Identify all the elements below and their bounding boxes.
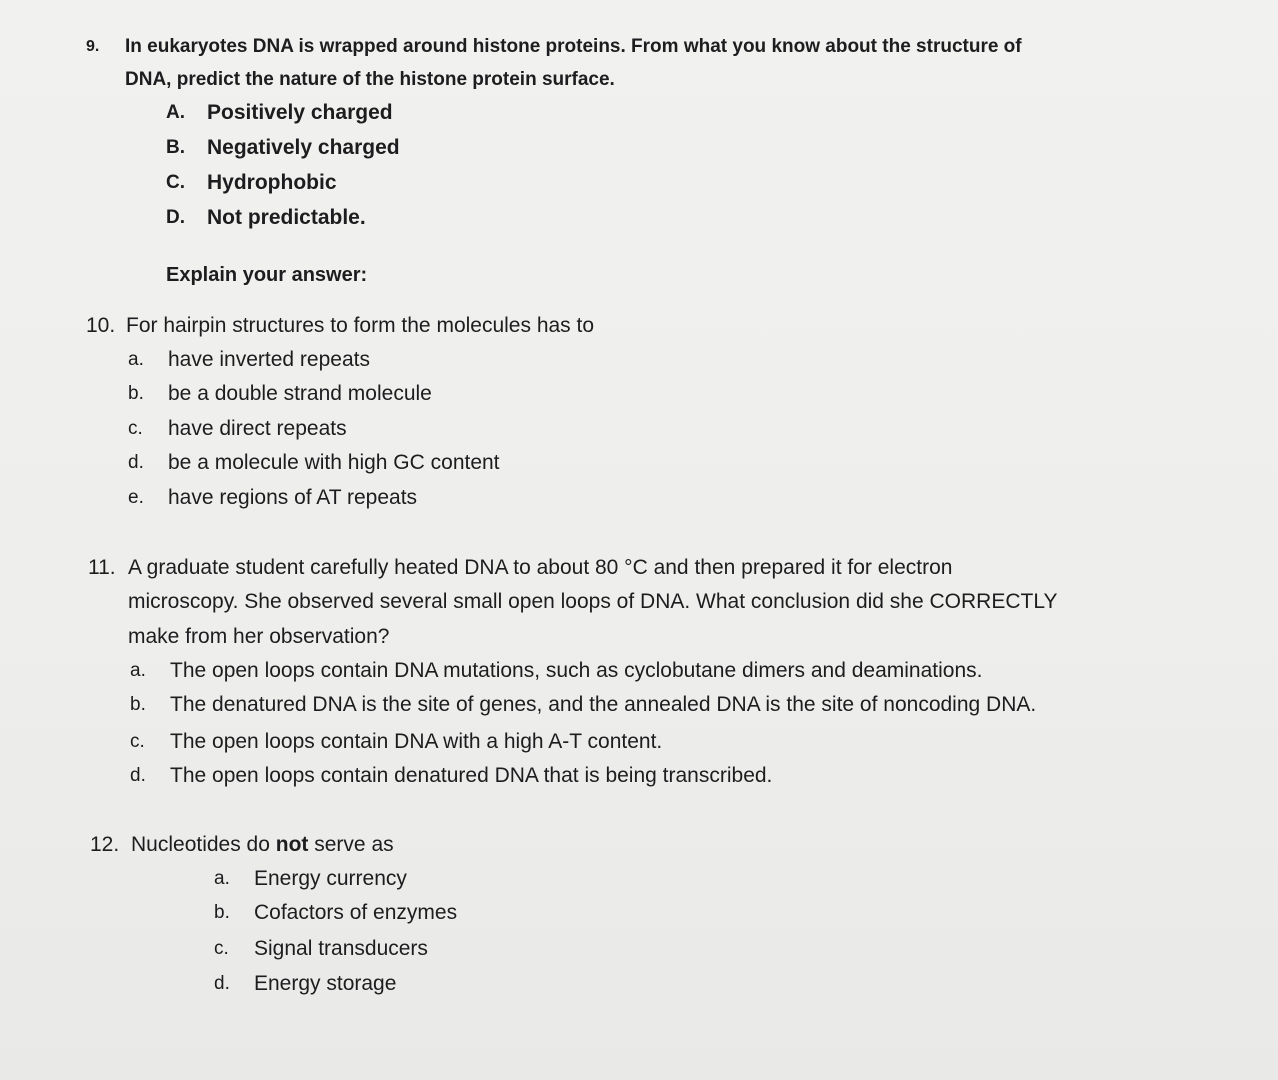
q10-option-a-letter: a. xyxy=(128,349,144,370)
q11-option-b-letter: b. xyxy=(130,694,146,715)
q11-option-a-letter: a. xyxy=(130,660,146,681)
q9-option-b-text: Negatively charged xyxy=(207,136,400,159)
q10-option-c-letter: c. xyxy=(128,418,143,439)
question-12-text-emphasis: not xyxy=(275,833,309,856)
q9-option-c-text: Hydrophobic xyxy=(207,171,337,194)
question-9-number: 9. xyxy=(86,38,100,55)
q10-option-d-text: be a molecule with high GC content xyxy=(168,451,500,474)
q12-option-a-letter: a. xyxy=(214,868,230,889)
q10-option-e-letter: e. xyxy=(128,487,144,508)
question-12-number: 12. xyxy=(90,833,120,856)
q9-option-a-text: Positively charged xyxy=(207,101,393,124)
q9-option-d-letter: D. xyxy=(166,207,185,228)
q11-option-d-text: The open loops contain denatured DNA that is being transcribed. xyxy=(170,764,773,787)
question-9-text-line-1: In eukaryotes DNA is wrapped around histone proteins. From what you know about the structure of xyxy=(125,36,1022,57)
q12-option-d-letter: d. xyxy=(214,973,230,994)
q12-option-b-text: Cofactors of enzymes xyxy=(254,901,458,924)
q9-option-d-text: Not predictable. xyxy=(207,206,366,229)
q10-option-c-text: have direct repeats xyxy=(168,417,347,440)
q12-option-b-letter: b. xyxy=(214,902,230,923)
q10-option-b-letter: b. xyxy=(128,383,144,404)
question-12-text xyxy=(131,831,394,859)
q12-option-c-letter: c. xyxy=(214,938,229,959)
question-10-number: 10. xyxy=(86,314,116,337)
question-10-text: For hairpin structures to form the molecules has to xyxy=(126,314,595,337)
q12-option-c-text: Signal transducers xyxy=(254,937,428,960)
q11-option-a-text: The open loops contain DNA mutations, such as cyclobutane dimers and deaminations. xyxy=(170,659,983,682)
question-9-text-line-2: DNA, predict the nature of the histone protein surface. xyxy=(125,69,615,90)
q10-option-e-text: have regions of AT repeats xyxy=(168,486,418,509)
q10-option-a-text: have inverted repeats xyxy=(168,348,370,371)
q11-option-c-text: The open loops contain DNA with a high A-T content. xyxy=(170,730,663,753)
q9-option-a-letter: A. xyxy=(166,102,185,123)
q10-option-d-letter: d. xyxy=(128,452,144,473)
q12-option-d-text: Energy storage xyxy=(254,972,397,995)
question-11-text-line-2: microscopy. She observed several small open loops of DNA. What conclusion did she CORRECTLY xyxy=(128,590,1058,613)
question-12-text-before: Nucleotides do xyxy=(131,833,276,856)
question-11-number: 11. xyxy=(88,556,116,579)
q9-explain-label: Explain your answer: xyxy=(166,264,368,286)
question-12-text-after: serve as xyxy=(308,833,394,856)
q12-option-a-text: Energy currency xyxy=(254,867,407,890)
q9-option-c-letter: C. xyxy=(166,172,185,193)
q10-option-b-text: be a double strand molecule xyxy=(168,382,432,405)
question-11-text-line-1: A graduate student carefully heated DNA to about 80 °C and then prepared it for electron xyxy=(128,556,953,579)
q11-option-d-letter: d. xyxy=(130,765,146,786)
q9-option-b-letter: B. xyxy=(166,137,185,158)
q11-option-b-text: The denatured DNA is the site of genes, and the annealed DNA is the site of noncoding DNA. xyxy=(170,693,1037,716)
q11-option-c-letter: c. xyxy=(130,731,145,752)
question-11-text-line-3: make from her observation? xyxy=(128,625,390,648)
